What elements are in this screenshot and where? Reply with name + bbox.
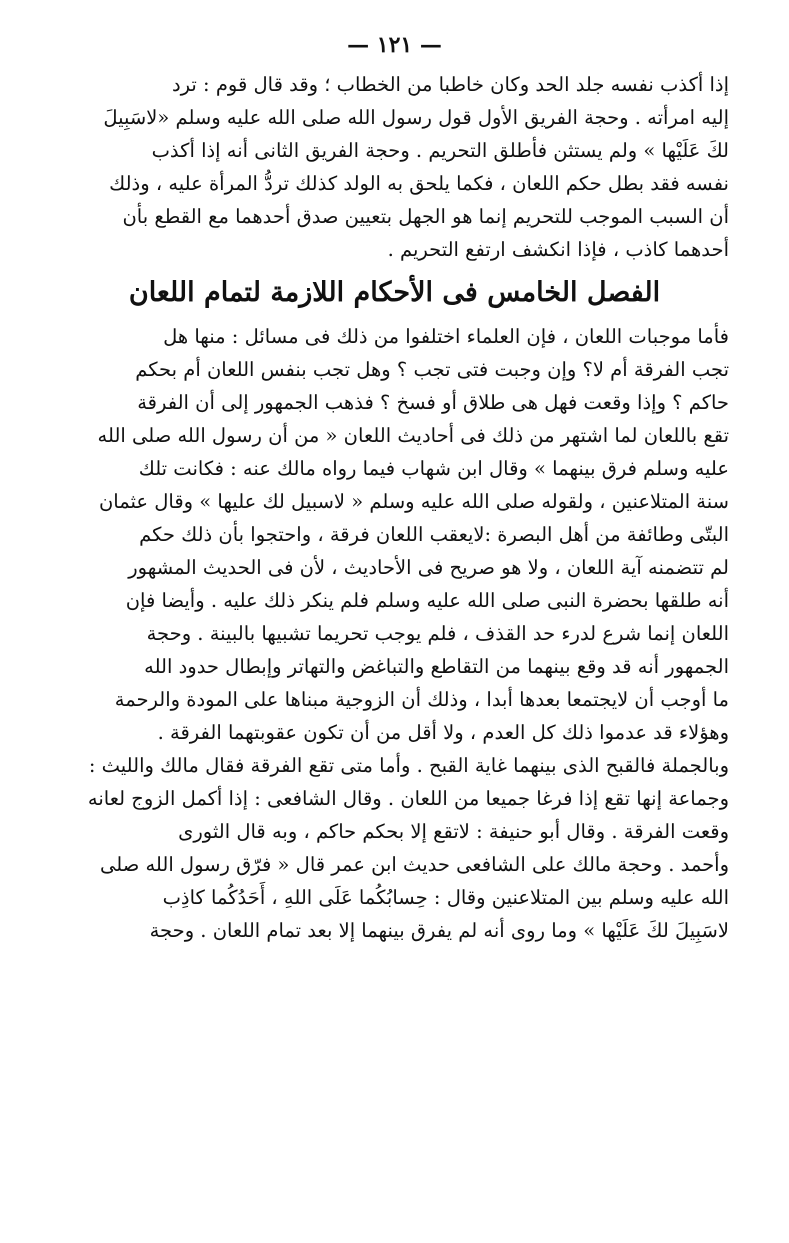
- text-line: لكَ عَلَيْها » ولم يستثن فأطلق التحريم . وحجة الفريق الثانى أنه إذا أكذب: [151, 139, 729, 162]
- chapter-heading: الفصل الخامس فى الأحكام اللازمة لتمام اللعان: [128, 277, 661, 308]
- intro-paragraph: [60, 68, 729, 266]
- text-line: وبالجملة فالقبح الذى بينهما غاية القبح . وأما متى تقع الفرقة فقال مالك والليث :: [88, 754, 729, 777]
- text-line: البتّى وطائفة من أهل البصرة :لايعقب اللعان فرقة ، واحتجوا بأن ذلك حكم: [139, 523, 729, 546]
- text-line: تجب الفرقة أم لا؟ وإن وجبت فتى تجب ؟ وهل تجب بنفس اللعان أم بحكم: [135, 358, 729, 381]
- text-line: عليه وسلم فرق بينهما » وقال ابن شهاب فيما رواه مالك عنه : فكانت تلك: [138, 457, 729, 480]
- text-line: أن السبب الموجب للتحريم إنما هو الجهل بتعيين صدق أحدهما مع القطع بأن: [122, 205, 729, 228]
- text-line: إذا أكذب نفسه جلد الحد وكان خاطبا من الخطاب ؛ وقد قال قوم : ترد: [171, 73, 729, 96]
- text-line: فأما موجبات اللعان ، فإن العلماء اختلفوا من ذلك فى مسائل : منها هل: [163, 325, 729, 348]
- text-line: وهؤلاء قد عدموا ذلك كل العدم ، ولا أقل من أن تكون عقوبتهما الفرقة .: [157, 721, 729, 744]
- text-line: الله عليه وسلم بين المتلاعنين وقال : حِسابُكُما عَلَى اللهِ ، أَحَدُكُما كاذِب: [162, 886, 729, 909]
- text-line: تقع باللعان لما اشتهر من ذلك فى أحاديث اللعان « من أن رسول الله صلى الله: [97, 424, 729, 447]
- text-line: لاسَبِيلَ لكَ عَلَيْها » وما روى أنه لم يفرق بينهما إلا بعد تمام اللعان . وحجة: [149, 919, 729, 942]
- text-line: اللعان إنما شرع لدرء حد القذف ، فلم يوجب تحريما تشبيها بالبينة . وحجة: [146, 622, 729, 645]
- text-line: ما أوجب أن لايجتمعا بعدها أبدا ، وذلك أن الزوجية مبناها على المودة والرحمة: [114, 688, 729, 711]
- text-line: الجمهور أنه قد وقع بينهما من التقاطع والتباغض والتهاتر وإبطال حدود الله: [144, 655, 729, 678]
- text-line: حاكم ؟ وإذا وقعت فهل هى طلاق أو فسخ ؟ فذهب الجمهور إلى أن الفرقة: [137, 391, 729, 414]
- text-line: أنه طلقها بحضرة النبى صلى الله عليه وسلم فلم ينكر ذلك عليه . وأيضا فإن: [125, 589, 729, 612]
- text-line: لم تتضمنه آية اللعان ، ولا هو صريح فى الأحاديث ، لأن فى الحديث المشهور: [128, 556, 729, 579]
- text-line: نفسه فقد بطل حكم اللعان ، فكما يلحق به الولد كذلك تردُّ المرأة عليه ، وذلك: [109, 172, 729, 195]
- body-paragraph: [60, 320, 729, 947]
- page-number: — ١٢١ —: [347, 32, 442, 58]
- text-line: سنة المتلاعنين ، ولقوله صلى الله عليه وسلم « لاسبيل لك عليها » وقال عثمان: [98, 490, 729, 513]
- text-line: وأحمد . وحجة مالك على الشافعى حديث ابن عمر قال « فرّق رسول الله صلى: [100, 853, 729, 876]
- text-line: إليه امرأته . وحجة الفريق الأول قول رسول الله صلى الله عليه وسلم «لاسَبِيلَ: [103, 106, 729, 129]
- text-line: وقعت الفرقة . وقال أبو حنيفة : لاتقع إلا بحكم حاكم ، وبه قال الثورى: [178, 820, 729, 843]
- text-line: أحدهما كاذب ، فإذا انكشف ارتفع التحريم .: [387, 238, 729, 261]
- text-line: وجماعة إنها تقع إذا فرغا جميعا من اللعان . وقال الشافعى : إذا أكمل الزوج لعانه: [87, 787, 729, 810]
